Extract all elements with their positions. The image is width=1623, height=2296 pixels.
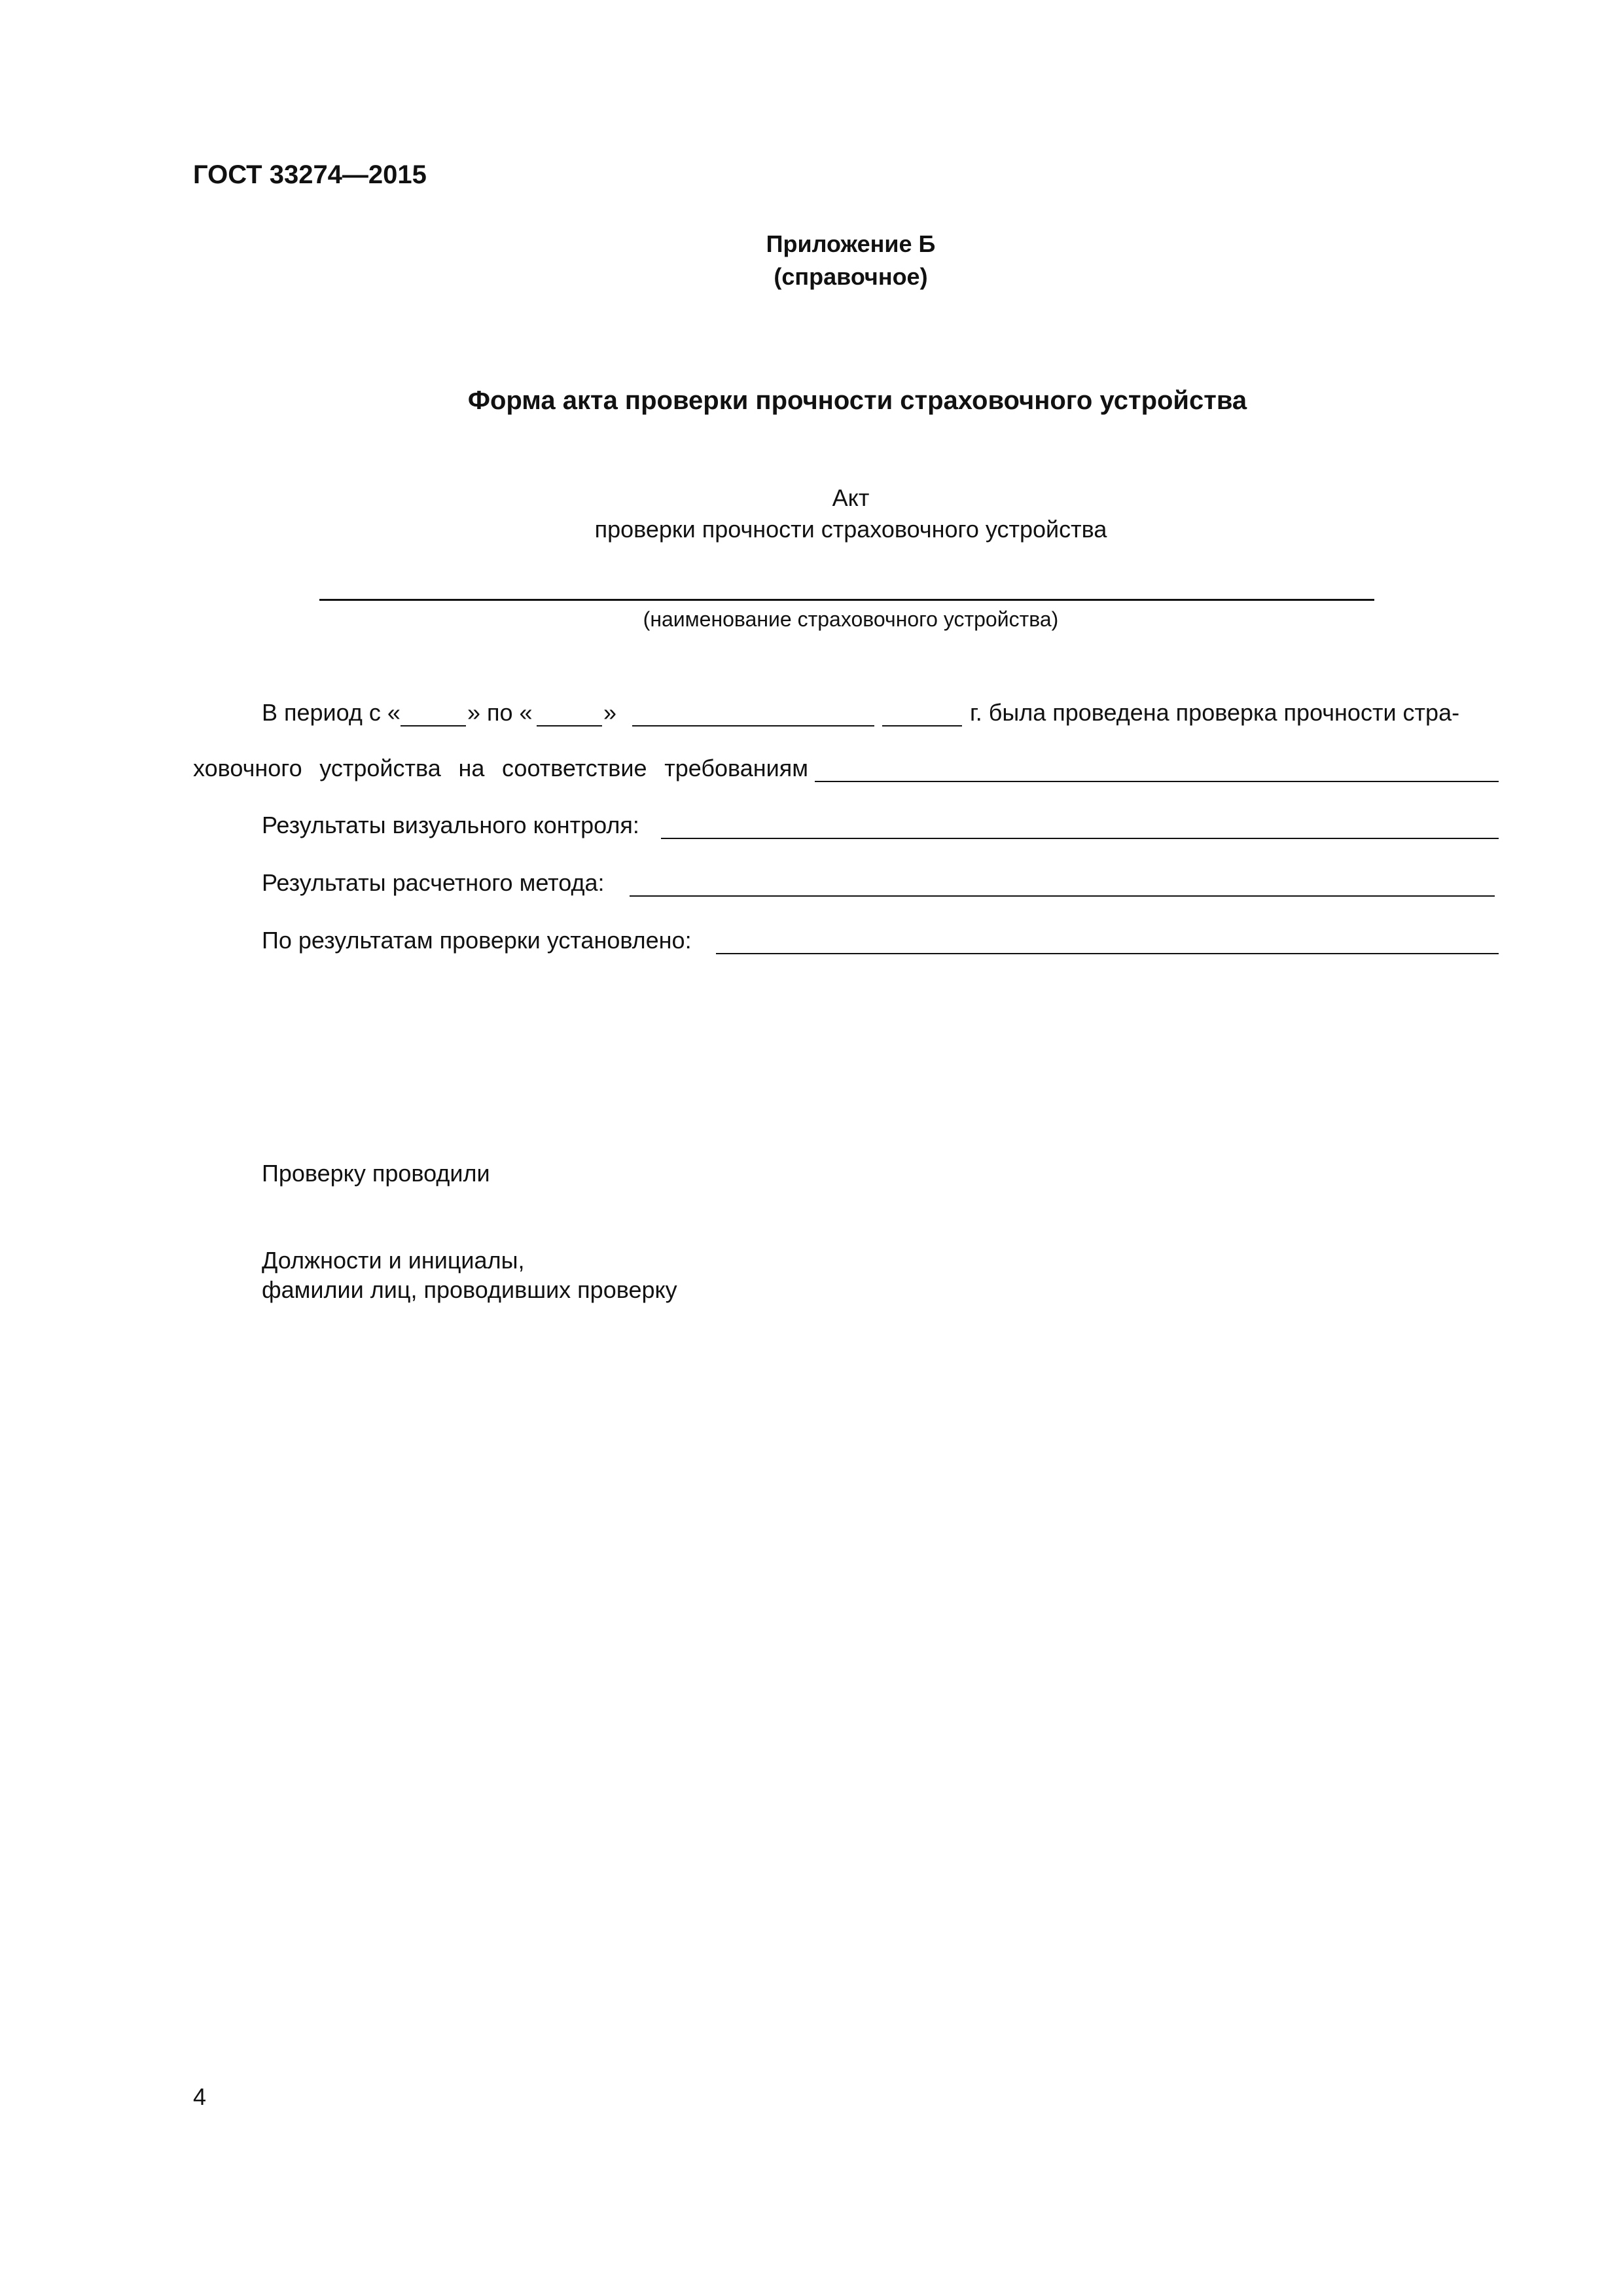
calc-method-label: Результаты расчетного метода: — [262, 869, 605, 896]
device-name-line[interactable] — [319, 599, 1374, 601]
period-year-field[interactable] — [882, 725, 962, 726]
period-month-field[interactable] — [632, 725, 874, 726]
form-title: Форма акта проверки прочности страховочного устройства — [467, 386, 1247, 415]
requirements-field[interactable] — [815, 781, 1499, 782]
requirements-text — [193, 755, 808, 782]
period-line — [262, 699, 1502, 732]
performed-by-label: Проверку проводили — [262, 1160, 490, 1187]
visual-control-row — [262, 812, 1499, 844]
period-end-day-field[interactable] — [537, 725, 602, 726]
document-code: ГОСТ 33274—2015 — [193, 160, 427, 189]
act-title: Акт — [832, 484, 870, 511]
period-year-text: г. была проведена проверка прочности стра- — [970, 699, 1460, 726]
requirements-word: требованиям — [664, 755, 808, 781]
positions-label-line2: фамилии лиц, проводивших проверку — [262, 1276, 677, 1303]
period-end-quote: » — [603, 699, 617, 726]
requirements-word: соответствие — [502, 755, 647, 781]
conclusion-field[interactable] — [716, 953, 1499, 954]
page-number: 4 — [193, 2083, 207, 2110]
conclusion-row — [262, 927, 1499, 960]
act-subtitle: проверки прочности страховочного устройства — [594, 516, 1107, 543]
positions-label-line1: Должности и инициалы, — [262, 1247, 525, 1274]
requirements-word: ховочного — [193, 755, 302, 781]
period-start-label: В период с « — [262, 699, 401, 726]
conclusion-label: По результатам проверки установлено: — [262, 927, 692, 954]
visual-control-field[interactable] — [661, 838, 1499, 839]
requirements-word: устройства — [319, 755, 441, 781]
requirements-line — [193, 755, 1499, 787]
period-start-day-field[interactable] — [401, 725, 466, 726]
device-name-caption: (наименование страховочного устройства) — [643, 607, 1059, 631]
appendix-type: (справочное) — [774, 263, 928, 290]
calc-method-field[interactable] — [630, 895, 1495, 897]
requirements-word: на — [458, 755, 485, 781]
visual-control-label: Результаты визуального контроля: — [262, 812, 639, 838]
period-mid-label: » по « — [467, 699, 533, 726]
calc-method-row — [262, 869, 1499, 902]
appendix-title: Приложение Б — [766, 230, 936, 257]
